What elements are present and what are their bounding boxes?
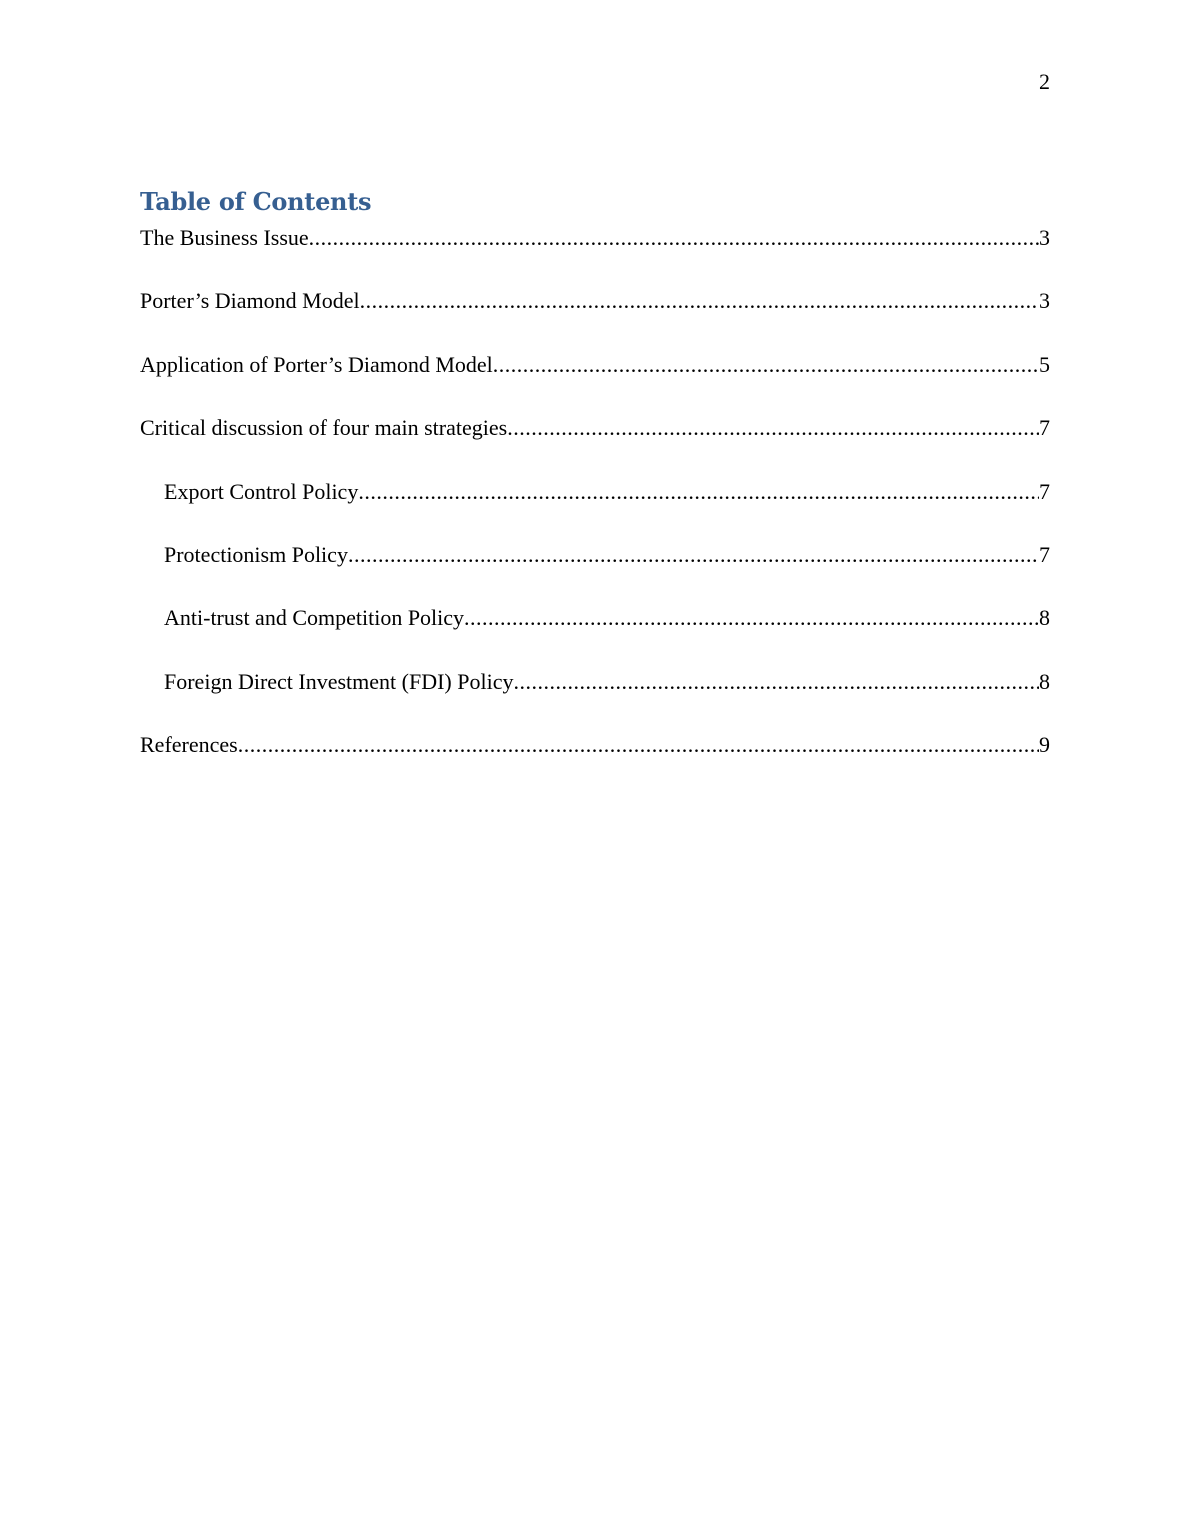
- toc-entry-fdi-policy[interactable]: [140, 668, 1050, 731]
- toc-entry-page: 7: [1039, 541, 1050, 567]
- toc-entry-label: Anti-trust and Competition Policy: [164, 605, 465, 631]
- toc-dot-leader: [360, 287, 1039, 315]
- toc-entry-page: 8: [1039, 668, 1050, 694]
- toc-dot-leader: [358, 478, 1039, 506]
- toc-entry-label: Critical discussion of four main strategies: [140, 415, 508, 441]
- toc-entry-page: 7: [1039, 478, 1050, 504]
- toc-entry-page: 3: [1039, 288, 1050, 314]
- toc-entry-business-issue[interactable]: [140, 224, 1050, 287]
- toc-entry-page: 7: [1039, 415, 1050, 441]
- toc-dot-leader: [309, 224, 1039, 252]
- toc-entry-export-control-policy[interactable]: [140, 478, 1050, 541]
- toc-entry-porters-diamond-model[interactable]: [140, 287, 1050, 350]
- toc-entry-label: Export Control Policy: [164, 478, 359, 504]
- toc-entry-label: Application of Porter’s Diamond Model: [140, 351, 493, 377]
- toc-entry-protectionism-policy[interactable]: [140, 541, 1050, 604]
- toc-entry-label: The Business Issue: [140, 225, 309, 250]
- toc-entry-page: 5: [1039, 351, 1050, 377]
- toc-dot-leader: [507, 414, 1039, 442]
- toc-heading: Table of Contents: [140, 187, 372, 216]
- toc-dot-leader: [464, 604, 1039, 632]
- toc-entry-label: Foreign Direct Investment (FDI) Policy: [164, 668, 514, 694]
- toc-entry-page: 8: [1039, 605, 1050, 631]
- toc-entry-page: 9: [1039, 732, 1050, 758]
- toc-entry-critical-discussion[interactable]: [140, 414, 1050, 477]
- toc-entry-anti-trust-policy[interactable]: [140, 604, 1050, 667]
- toc-dot-leader: [348, 541, 1039, 569]
- page-number: 2: [1039, 69, 1050, 94]
- toc-dot-leader: [493, 351, 1039, 379]
- toc-entry-label: References: [140, 732, 238, 758]
- table-of-contents: [140, 224, 1050, 795]
- toc-entry-label: Porter’s Diamond Model: [140, 288, 360, 314]
- toc-dot-leader: [238, 731, 1039, 759]
- toc-entry-references[interactable]: [140, 731, 1050, 794]
- toc-entry-label: Protectionism Policy: [164, 541, 348, 567]
- toc-dot-leader: [514, 668, 1040, 696]
- toc-entry-page: 3: [1039, 225, 1050, 250]
- toc-entry-application-of-model[interactable]: [140, 351, 1050, 414]
